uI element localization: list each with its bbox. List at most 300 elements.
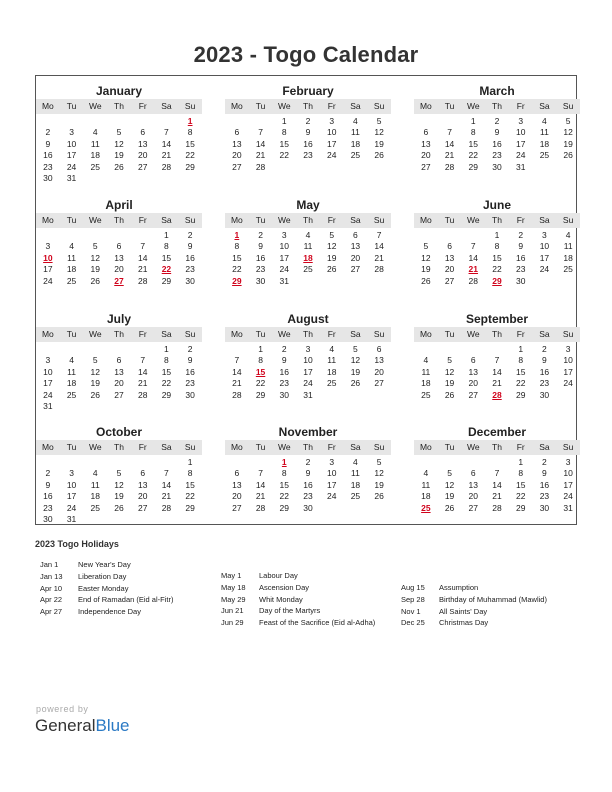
- day-cell: 6: [470, 355, 476, 366]
- weekday-label: Tu: [444, 101, 455, 111]
- day-cell: 12: [90, 252, 101, 263]
- month-june: [414, 197, 580, 287]
- day-cell: 20: [137, 150, 148, 161]
- empty-cell: [107, 230, 131, 241]
- weekday-label: Su: [562, 101, 574, 111]
- day-cell: 19: [326, 252, 337, 263]
- weekday-label: Su: [373, 215, 385, 225]
- day-cell: 3: [565, 344, 571, 354]
- weekday-label: Mo: [419, 442, 432, 452]
- day-cell: 3: [305, 344, 311, 354]
- day-cell: 23: [515, 264, 526, 275]
- day-cell: 3: [542, 230, 547, 240]
- holiday-day: 25: [421, 502, 431, 513]
- day-cell: 2: [305, 116, 311, 126]
- day-cell: 30: [185, 275, 195, 286]
- day-cell: 24: [303, 378, 313, 389]
- holiday-name: New Year's Day: [78, 560, 131, 569]
- day-cell: 6: [234, 468, 240, 479]
- day-cell: 8: [164, 355, 169, 366]
- day-cell: 15: [185, 479, 195, 490]
- day-cell: 2: [187, 344, 193, 354]
- month-name: June: [482, 198, 511, 212]
- day-cell: 30: [185, 389, 195, 400]
- holiday-item: [40, 559, 173, 571]
- holiday-item: [221, 617, 375, 629]
- day-cell: 30: [539, 502, 550, 513]
- day-cell: 17: [43, 378, 53, 389]
- day-cell: 22: [185, 491, 195, 502]
- day-cell: 17: [563, 479, 573, 490]
- day-cell: 23: [185, 264, 195, 275]
- day-cell: 1: [164, 344, 169, 354]
- day-cell: 18: [350, 479, 361, 490]
- day-cell: 16: [539, 366, 550, 377]
- generalblue-logo: [35, 716, 130, 736]
- day-cell: 30: [43, 172, 53, 183]
- holiday-column: [221, 570, 375, 629]
- holiday-date: Apr 10: [40, 583, 63, 593]
- holiday-name: Independence Day: [78, 607, 141, 617]
- weekday-label: Sa: [161, 329, 172, 339]
- month-september: [414, 311, 580, 401]
- day-cell: 30: [303, 502, 313, 513]
- month-december: [414, 424, 580, 514]
- weekday-label: Fr: [327, 442, 336, 452]
- empty-cell: [83, 230, 107, 241]
- empty-cell: [131, 344, 155, 355]
- day-cell: 6: [376, 344, 382, 354]
- weekday-header: [36, 99, 202, 114]
- weekday-label: We: [277, 101, 291, 111]
- day-cell: 14: [255, 479, 266, 490]
- day-cell: 28: [255, 161, 266, 172]
- month-name: September: [465, 312, 529, 326]
- day-cell: 20: [421, 150, 431, 161]
- empty-cell: [485, 344, 509, 355]
- empty-cell: [36, 344, 60, 355]
- holiday-name: Assumption: [439, 583, 479, 592]
- day-cell: 31: [515, 161, 526, 172]
- day-cell: 5: [329, 230, 335, 240]
- holiday-date: Dec 25: [401, 618, 425, 628]
- day-cell: 11: [90, 138, 100, 149]
- day-cell: 28: [137, 389, 148, 400]
- day-cell: 22: [232, 264, 242, 275]
- day-cell: 11: [327, 355, 337, 366]
- day-cell: 29: [468, 161, 479, 172]
- empty-cell: [107, 344, 131, 355]
- day-cell: 30: [515, 275, 526, 286]
- day-cell: 13: [444, 252, 455, 263]
- day-cell: 7: [494, 355, 500, 366]
- empty-cell: [249, 116, 273, 127]
- day-cell: 10: [563, 355, 573, 366]
- day-cell: 27: [137, 502, 148, 513]
- day-cell: 19: [444, 378, 455, 389]
- day-cell: 29: [515, 389, 526, 400]
- holiday-name: Whit Monday: [259, 594, 303, 604]
- day-cell: 8: [234, 241, 240, 252]
- month-april: [36, 197, 202, 287]
- day-cell: 13: [114, 252, 124, 263]
- month-name: August: [287, 312, 329, 326]
- day-cell: 23: [492, 150, 502, 161]
- day-grid: [225, 116, 391, 173]
- day-cell: 10: [515, 127, 526, 138]
- day-cell: 17: [326, 138, 337, 149]
- weekday-label: Tu: [255, 329, 266, 339]
- day-cell: 5: [447, 355, 452, 366]
- day-cell: 7: [140, 355, 146, 366]
- day-cell: 18: [90, 150, 101, 161]
- weekday-label: Tu: [444, 329, 455, 339]
- holiday-day: 22: [161, 264, 172, 275]
- day-cell: 8: [470, 127, 476, 138]
- day-cell: 8: [258, 355, 263, 366]
- weekday-header: [225, 99, 391, 114]
- empty-cell: [438, 116, 462, 127]
- day-cell: 16: [492, 138, 502, 149]
- day-cell: 29: [161, 389, 172, 400]
- holiday-date: Jun 21: [221, 606, 244, 616]
- day-cell: 9: [187, 355, 193, 366]
- day-cell: 23: [185, 378, 195, 389]
- weekday-label: Th: [492, 215, 502, 225]
- day-cell: 26: [563, 150, 573, 161]
- weekday-label: Su: [562, 329, 574, 339]
- day-cell: 16: [43, 491, 53, 502]
- day-cell: 7: [140, 241, 146, 252]
- day-cell: 26: [444, 389, 455, 400]
- day-cell: 13: [232, 138, 242, 149]
- holiday-date: Jan 1: [40, 560, 59, 569]
- day-cell: 5: [376, 116, 382, 126]
- day-cell: 28: [161, 502, 172, 513]
- day-cell: 14: [492, 366, 502, 377]
- empty-cell: [60, 344, 84, 355]
- day-cell: 8: [187, 127, 193, 138]
- empty-cell: [107, 116, 131, 127]
- day-cell: 2: [187, 230, 193, 240]
- weekday-header: [36, 327, 202, 342]
- day-cell: 20: [114, 378, 124, 389]
- day-cell: 14: [374, 241, 384, 252]
- day-cell: 1: [281, 116, 287, 126]
- day-cell: 4: [353, 116, 358, 126]
- day-cell: 23: [539, 491, 550, 502]
- empty-cell: [414, 344, 438, 355]
- day-cell: 5: [447, 468, 452, 479]
- day-cell: 7: [258, 127, 263, 138]
- weekday-label: Su: [184, 101, 196, 111]
- month-name: January: [95, 84, 143, 98]
- day-cell: 2: [45, 468, 51, 479]
- weekday-label: Th: [114, 215, 124, 225]
- month-november: [225, 424, 391, 514]
- day-cell: 31: [563, 502, 573, 513]
- day-cell: 23: [43, 161, 53, 172]
- weekday-label: Th: [114, 329, 124, 339]
- day-cell: 16: [539, 479, 550, 490]
- day-cell: 12: [374, 127, 384, 138]
- day-cell: 24: [326, 150, 337, 161]
- day-cell: 2: [258, 230, 263, 240]
- day-cell: 3: [329, 116, 335, 126]
- day-cell: 12: [563, 127, 573, 138]
- day-cell: 29: [515, 502, 526, 513]
- day-cell: 7: [234, 355, 240, 366]
- day-cell: 8: [187, 468, 193, 479]
- day-cell: 15: [515, 479, 526, 490]
- day-cell: 10: [66, 479, 77, 490]
- brand-general-text: General: [35, 716, 96, 735]
- holiday-name: Ascension Day: [259, 582, 310, 592]
- day-cell: 26: [90, 275, 101, 286]
- day-cell: 8: [281, 127, 287, 138]
- holiday-day: 29: [232, 275, 242, 286]
- weekday-label: Fr: [327, 329, 336, 339]
- holiday-column: [401, 582, 547, 629]
- holiday-item: [40, 571, 173, 583]
- day-cell: 22: [185, 150, 195, 161]
- day-cell: 25: [350, 150, 361, 161]
- day-cell: 15: [232, 252, 242, 263]
- day-cell: 28: [161, 161, 172, 172]
- weekday-label: Tu: [255, 101, 266, 111]
- day-cell: 1: [518, 344, 524, 354]
- month-name: July: [106, 312, 131, 326]
- day-cell: 25: [563, 264, 573, 275]
- day-cell: 12: [374, 468, 384, 479]
- day-cell: 20: [350, 252, 361, 263]
- day-cell: 27: [468, 389, 479, 400]
- holiday-day: 21: [468, 264, 479, 275]
- day-cell: 15: [492, 252, 502, 263]
- day-cell: 11: [540, 127, 549, 138]
- day-cell: 14: [255, 138, 266, 149]
- holiday-item: [40, 606, 173, 618]
- weekday-label: Mo: [41, 442, 54, 452]
- holiday-date: Apr 22: [40, 595, 63, 605]
- day-cell: 21: [492, 491, 502, 502]
- day-cell: 9: [281, 355, 287, 366]
- day-cell: 8: [494, 241, 500, 252]
- day-cell: 4: [423, 468, 429, 479]
- holiday-name: All Saints' Day: [439, 606, 488, 616]
- day-cell: 8: [518, 355, 524, 366]
- day-cell: 22: [492, 264, 502, 275]
- day-cell: 27: [468, 502, 479, 513]
- day-cell: 6: [234, 127, 240, 138]
- day-cell: 17: [66, 491, 77, 502]
- day-cell: 5: [423, 241, 429, 252]
- day-cell: 17: [303, 366, 313, 377]
- day-cell: 27: [232, 161, 242, 172]
- day-cell: 12: [350, 355, 361, 366]
- holiday-day: 18: [303, 252, 313, 263]
- weekday-label: Fr: [138, 215, 147, 225]
- day-cell: 15: [161, 252, 172, 263]
- holiday-date: Sep 28: [401, 594, 425, 604]
- day-grid: [414, 457, 580, 514]
- day-cell: 5: [353, 344, 358, 354]
- day-cell: 22: [279, 491, 290, 502]
- weekday-label: Sa: [161, 215, 172, 225]
- empty-cell: [60, 116, 84, 127]
- day-cell: 1: [470, 116, 476, 126]
- day-cell: 21: [255, 491, 266, 502]
- weekday-header: [414, 99, 580, 114]
- day-cell: 6: [470, 468, 476, 479]
- weekday-label: Tu: [66, 101, 77, 111]
- day-cell: 11: [563, 241, 573, 252]
- day-cell: 16: [303, 479, 313, 490]
- empty-cell: [249, 457, 273, 468]
- holiday-item: [401, 606, 547, 618]
- day-cell: 21: [137, 378, 148, 389]
- day-cell: 14: [492, 479, 502, 490]
- day-cell: 20: [444, 264, 455, 275]
- weekday-label: We: [88, 442, 102, 452]
- weekday-label: Su: [562, 442, 574, 452]
- day-cell: 24: [563, 378, 573, 389]
- day-cell: 29: [255, 389, 266, 400]
- weekday-label: Mo: [230, 215, 243, 225]
- brand-blue-text: Blue: [95, 716, 130, 735]
- weekday-label: We: [88, 329, 102, 339]
- empty-cell: [225, 116, 249, 127]
- empty-cell: [83, 344, 107, 355]
- day-cell: 30: [255, 275, 266, 286]
- empty-cell: [83, 457, 107, 468]
- day-cell: 2: [542, 344, 547, 354]
- day-cell: 26: [421, 275, 431, 286]
- day-cell: 26: [374, 150, 384, 161]
- day-cell: 17: [563, 366, 573, 377]
- day-cell: 23: [303, 150, 313, 161]
- month-name: December: [467, 425, 527, 439]
- day-grid: [36, 457, 202, 525]
- day-cell: 27: [137, 161, 148, 172]
- day-cell: 15: [279, 138, 290, 149]
- empty-cell: [155, 116, 179, 127]
- weekday-label: Su: [373, 101, 385, 111]
- weekday-header: [225, 440, 391, 455]
- day-cell: 23: [303, 491, 313, 502]
- weekday-header: [225, 327, 391, 342]
- month-july: [36, 311, 202, 412]
- day-cell: 1: [164, 230, 169, 240]
- day-cell: 23: [255, 264, 266, 275]
- month-name: April: [105, 198, 133, 212]
- day-cell: 31: [303, 389, 313, 400]
- empty-cell: [36, 116, 60, 127]
- day-cell: 3: [329, 457, 335, 467]
- day-cell: 2: [518, 230, 524, 240]
- weekday-label: Mo: [419, 329, 432, 339]
- weekday-label: Sa: [350, 442, 361, 452]
- holiday-item: [221, 605, 375, 617]
- day-cell: 18: [421, 378, 431, 389]
- day-cell: 4: [329, 344, 335, 354]
- day-cell: 6: [140, 468, 146, 479]
- day-cell: 28: [468, 275, 479, 286]
- day-cell: 17: [515, 138, 526, 149]
- weekday-label: Sa: [539, 215, 550, 225]
- day-cell: 17: [43, 264, 53, 275]
- weekday-label: Fr: [327, 215, 336, 225]
- day-cell: 19: [114, 491, 124, 502]
- holiday-day: 29: [492, 275, 502, 286]
- weekday-label: We: [466, 329, 480, 339]
- empty-cell: [36, 230, 60, 241]
- day-cell: 12: [114, 138, 124, 149]
- day-cell: 26: [114, 161, 124, 172]
- day-cell: 26: [90, 389, 101, 400]
- holiday-name: Christmas Day: [439, 618, 489, 628]
- day-cell: 21: [161, 150, 172, 161]
- day-cell: 25: [539, 150, 550, 161]
- day-cell: 29: [279, 502, 290, 513]
- day-cell: 10: [326, 127, 337, 138]
- holiday-day: 1: [187, 116, 193, 126]
- day-cell: 13: [468, 479, 479, 490]
- holiday-day: 15: [255, 366, 266, 377]
- day-cell: 13: [114, 366, 124, 377]
- weekday-label: Su: [562, 215, 574, 225]
- day-cell: 20: [468, 378, 479, 389]
- day-cell: 24: [66, 502, 77, 513]
- day-cell: 24: [279, 264, 290, 275]
- weekday-header: [414, 440, 580, 455]
- holiday-column: [40, 559, 173, 618]
- day-cell: 2: [45, 127, 51, 138]
- day-cell: 16: [303, 138, 313, 149]
- day-cell: 9: [518, 241, 524, 252]
- day-cell: 25: [326, 378, 337, 389]
- weekday-label: Tu: [444, 215, 455, 225]
- weekday-label: Mo: [230, 442, 243, 452]
- day-grid: [225, 457, 391, 514]
- weekday-label: Th: [303, 329, 313, 339]
- weekday-label: Fr: [516, 329, 525, 339]
- weekday-label: Tu: [255, 442, 266, 452]
- holiday-item: [40, 594, 173, 606]
- weekday-header: [414, 327, 580, 342]
- day-cell: 4: [69, 355, 74, 366]
- holiday-name: End of Ramadan (Eid al-Fitr): [78, 595, 174, 605]
- day-cell: 3: [281, 230, 287, 240]
- day-cell: 30: [279, 389, 290, 400]
- day-cell: 28: [232, 389, 242, 400]
- holiday-name: Labour Day: [259, 571, 298, 580]
- weekday-label: Th: [303, 442, 313, 452]
- day-cell: 16: [255, 252, 266, 263]
- weekday-label: Tu: [255, 215, 266, 225]
- holiday-item: [401, 582, 547, 594]
- day-cell: 11: [351, 127, 360, 138]
- day-cell: 25: [421, 389, 431, 400]
- holiday-item: [401, 617, 547, 629]
- day-cell: 31: [43, 400, 53, 411]
- day-cell: 15: [279, 479, 290, 490]
- empty-cell: [461, 230, 485, 241]
- weekday-label: Th: [492, 329, 502, 339]
- day-cell: 26: [350, 378, 361, 389]
- day-cell: 10: [326, 468, 337, 479]
- day-cell: 28: [137, 275, 148, 286]
